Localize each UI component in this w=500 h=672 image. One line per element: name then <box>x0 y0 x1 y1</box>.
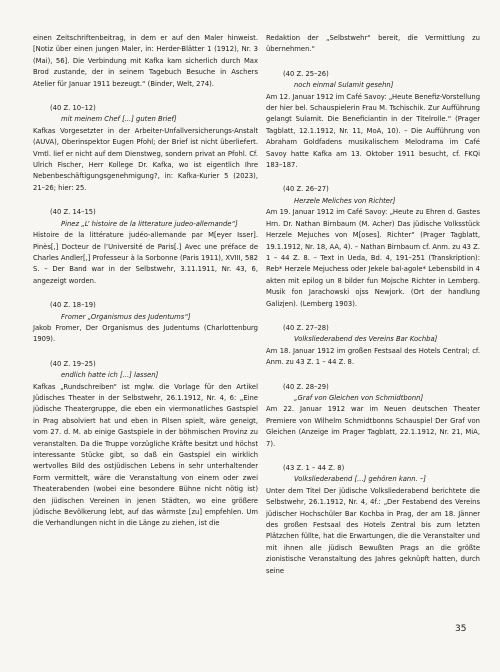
note-lemma: „Graf von Gleichen von Schmidtbonn] <box>294 393 424 402</box>
note-lemma: Volksliederabend [...] gehören kann. –] <box>294 475 426 484</box>
note-block <box>266 463 480 577</box>
note-text: Jakob Fromer, Der Organismus des Judentums (Charlottenburg 1909). <box>33 323 258 344</box>
right-column <box>266 33 480 590</box>
note-block <box>266 382 480 450</box>
note-reference: (40 Z. 25–26) <box>283 69 329 78</box>
note-reference: (40 Z. 26–27) <box>283 185 329 194</box>
note-block <box>33 207 258 287</box>
note-lemma: Fromer „Organismus des Judentums“] <box>61 312 191 321</box>
note-lemma: endlich hatte ich [...] lassen] <box>61 371 159 380</box>
note-block <box>266 33 480 56</box>
left-column <box>33 33 258 543</box>
note-text: Am 12. Januar 1912 im Café Savoy: „Heute Benefiz-Vorstellung der hier bel. Schauspielerin Frau M. Tschischik. Zur Aufführung gelangt Sulamit. Die Beneficiantin in der Titelrolle.“ (Prager Tagblatt, 12.1.1912, Nr. 11, MoA, 10). – Die Aufführung von Abraham Goldfadens musikalischem Melodrama im Café Savoy hatte Kafka am 13. Oktober 1911 besucht, cf. FKQi 183–187. <box>266 92 481 170</box>
note-text: Redaktion der „Selbstwehr“ bereit, die Vermittlung zu übernehmen.“ <box>266 34 480 54</box>
note-text: Am 19. Januar 1912 im Café Savoy: „Heute zu Ehren d. Gastes Hrn. Dr. Nathan Birnbaum (M. Acher) Das jüdische Volksstück Herzele Mejuches von M[oses]. Richter“ (Prager Tagblatt, 19.1.1912, Nr. 18, AA, 4). – Nathan Birnbaum cf. Anm. zu 43 Z. 1 – 44 Z. 8. – Text in Ueda, Bd. 4, 191–251 (Transkription): Reb* Herzele Mejuchess oder Jekele bal-agole* Lebensbild in 4 akten mit epilog un 8 bilder fun Mojsche Richter in Lemberg. Musik fon Jarachowski ojss Newjork. (Ort der handlung Galizjen). (Lemberg 1903). <box>266 208 480 308</box>
note-block <box>33 33 258 90</box>
note-reference: (40 Z. 18–19) <box>50 301 96 310</box>
note-block <box>33 103 258 194</box>
note-lemma: Herzele Meliches von Richter] <box>294 196 396 205</box>
note-block <box>266 323 480 369</box>
note-reference: (43 Z. 1 – 44 Z. 8) <box>283 464 345 472</box>
note-reference: (40 Z. 27–28) <box>283 323 329 332</box>
note-lemma: Pinez „L’ histoire de la litterature judeo-allemande“] <box>61 219 238 228</box>
note-text: einen Zeitschriftenbeitrag, in dem er auf den Maler hinweist. [Notiz über einen jungen Maler, in: Herder-Blätter 1 (1912), Nr. 3 (Mai), 56]. Die Verbindung mit Kafka kam sicherlich durch Max Brod zustande, der in seinem Tagebuch Besuche in Aschers Atelier für Januar 1911 bezeugt.“ (Binder, Welt, 274). <box>33 34 258 88</box>
note-block <box>266 69 480 172</box>
note-block <box>33 300 258 346</box>
note-text: Unter dem Titel Der jüdische Volksliederabend berichtete die Selbstwehr, 26.1.1912, Nr. 4, 4f.: „Der Festabend des Vereins jüdischer Hochschüler Bar Kochba in Prag, der am 18. Jänner des großen Festsaal des Hotels Zentral bis zum letzten Plätzchen füllte, hat die Erwartungen, die die Veranstalter und mit ihnen alle jüdisch Bewußten Prags an die größte zionistische Veranstaltung des Jahres geknüpft hatten, durch seine <box>266 486 480 575</box>
note-lemma: Volksliederabend des Vereins Bar Kochba] <box>294 335 438 344</box>
note-text: Kafkas Vorgesetzter in der Arbeiter-Unfallversicherungs-Anstalt (AUVA), Oberinspektor Eugen Pfohl; der Brief ist nicht überliefert. Vmtl. lief er nicht auf dem Dienstweg, sondern privat an Pfohl. Cf. Ulrich Fischer, Herr Kollege Dr. Kafka, wo ist eigentlich Ihre Nebenbeschäftigungsgenehmigung?, in: Kafka-Kurier 5 (2023), 21–26; hier: 25. <box>33 126 258 192</box>
note-reference: (40 Z. 14–15) <box>50 208 96 217</box>
note-text: Am 18. Januar 1912 im großen Festsaal des Hotels Central; cf. Anm. zu 43 Z. 1 – 44 Z. 8. <box>266 346 480 367</box>
note-text: Kafkas „Rundschreiben“ ist mglw. die Vorlage für den Artikel Jüdisches Theater in der Selbstwehr, 26.1.1912, Nr. 4, 6: „Eine jüdische Theatergruppe, die eben ein viermonatliches Gastspiel in Prag absolviert hat und eben in Pilsen spielt, wäre geneigt, vom 27. d. M. ab einige Gastspiele in der böhmischen Provinz zu veranstalten. Da die Truppe vorzügliche Kräfte besitzt und höchst interessante Stücke gibt, so daß ein Gastspiel ein wirklich wertvolles Bild des ostjüdischen Lebens in sehr unterhaltender Form vermittelt, wäre die Veranstaltung von einem oder zwei Theaterabenden (wobei eine besondere Bühne nicht nötig ist) den jüdischen Vereinen in jenen Städten, wo eine größere jüdische Bevölkerung lebt, auf das wärmste [zu] empfehlen. Um die Verhandlungen nicht in die Länge zu ziehen, ist die <box>33 382 258 528</box>
note-lemma: mit meinem Chef [...] guten Brief] <box>61 115 177 124</box>
note-block <box>33 359 258 530</box>
note-reference: (40 Z. 28–29) <box>283 382 329 391</box>
note-text: Histoire de la littérature judéo-allemande par M[eyer Isser]. Pinès[,] Docteur de l’Université de Paris[.] Avec une préface de Charles Andler[,] Professeur à la Sorbonne (Paris 1911), XVIII, 582 S. – Der Band war in der Selbstwehr, 3.11.1911, Nr. 43, 6, angezeigt worden. <box>33 231 258 285</box>
note-reference: (40 Z. 10–12) <box>50 104 96 113</box>
note-reference: (40 Z. 19–25) <box>50 359 96 368</box>
note-lemma: noch einmal Sulamit gesehn] <box>294 81 394 90</box>
note-text: Am 22. Januar 1912 war im Neuen deutschen Theater Premiere von Wilhelm Schmidtbonns Schauspiel Der Graf von Gleichen (Anzeige im Prager Tagblatt, 22.1.1912, Nr. 21, MiA, 7). <box>266 405 480 448</box>
note-block <box>266 184 480 309</box>
page-number: 35 <box>455 624 467 634</box>
